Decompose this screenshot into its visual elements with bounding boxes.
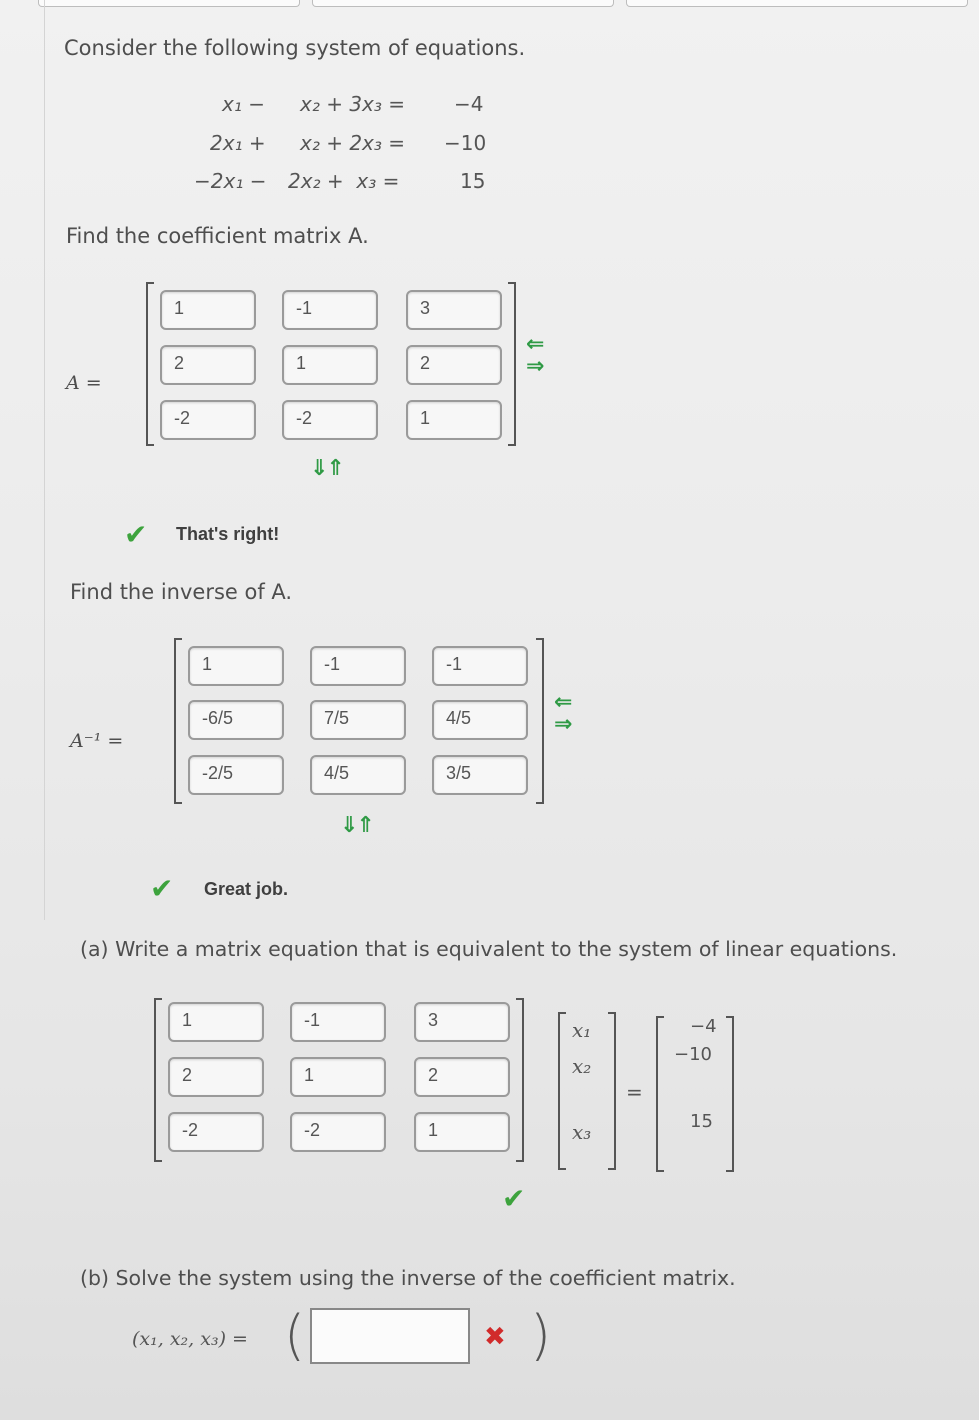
matrix-a-cell-1-1[interactable]: 1 — [160, 290, 256, 330]
matrix-ainv-cell-2-1[interactable]: -6/5 — [188, 700, 284, 740]
eq3-rhs: 15 — [460, 169, 486, 193]
matrix-a-col-resize-icon[interactable]: ⇓⇑ — [310, 456, 343, 481]
find-coefficient-prompt: Find the coefficient matrix A. — [66, 224, 369, 248]
var-x2: x₂ — [572, 1054, 592, 1078]
var-x3: x₃ — [572, 1120, 592, 1144]
matrix-ainv-right-bracket — [536, 638, 544, 804]
matrix-eq-cell-2-3[interactable]: 2 — [414, 1057, 510, 1097]
matrix-a-cell-1-3[interactable]: 3 — [406, 290, 502, 330]
eq2-rhs: −10 — [444, 131, 487, 155]
equals-sign: = — [626, 1080, 643, 1104]
top-tab-middle — [312, 0, 614, 7]
matrix-a-cell-1-2[interactable]: -1 — [282, 290, 378, 330]
check-icon: ✔ — [502, 1182, 526, 1215]
matrix-eq-cell-3-3[interactable]: 1 — [414, 1112, 510, 1152]
intro-text: Consider the following system of equations. — [64, 36, 526, 60]
top-tab-right — [626, 0, 968, 7]
feedback-correct-a: That's right! — [176, 524, 280, 544]
matrix-a-cell-2-1[interactable]: 2 — [160, 345, 256, 385]
matrix-a-cell-3-2[interactable]: -2 — [282, 400, 378, 440]
eq1-left: x₁ − — [222, 92, 265, 116]
rhs-vector-right-bracket — [726, 1016, 734, 1172]
solution-input[interactable] — [310, 1308, 470, 1364]
feedback-correct-ainv: Great job. — [204, 879, 289, 899]
matrix-ainv-cell-1-1[interactable]: 1 — [188, 646, 284, 686]
matrix-a-left-bracket — [146, 282, 154, 446]
matrix-ainv-cell-2-3[interactable]: 4/5 — [432, 700, 528, 740]
matrix-eq-left-bracket — [154, 998, 162, 1162]
matrix-ainv-cell-2-2[interactable]: 7/5 — [310, 700, 406, 740]
matrix-ainv-cell-1-3[interactable]: -1 — [432, 646, 528, 686]
x-mark-icon: ✖ — [484, 1322, 506, 1352]
matrix-eq-cell-1-1[interactable]: 1 — [168, 1002, 264, 1042]
matrix-ainv-cell-3-2[interactable]: 4/5 — [310, 755, 406, 795]
matrix-a-cell-2-2[interactable]: 1 — [282, 345, 378, 385]
matrix-a-cell-3-3[interactable]: 1 — [406, 400, 502, 440]
solution-label: (x₁, x₂, x₃) = — [132, 1328, 248, 1350]
matrix-ainv-label: A⁻¹ = — [70, 730, 124, 752]
matrix-a-cell-2-3[interactable]: 2 — [406, 345, 502, 385]
matrix-a-row-resize-icon[interactable]: ⇐ ⇒ — [526, 332, 543, 379]
var-vector-right-bracket — [608, 1012, 616, 1170]
matrix-eq-cell-1-2[interactable]: -1 — [290, 1002, 386, 1042]
rhs-value-3: 15 — [690, 1111, 713, 1132]
matrix-eq-cell-1-3[interactable]: 3 — [414, 1002, 510, 1042]
var-x1: x₁ — [572, 1018, 592, 1042]
eq1-mid: x₂ + 3x₃ = — [300, 92, 406, 116]
matrix-ainv-col-resize-icon[interactable]: ⇓⇑ — [340, 813, 373, 838]
rhs-value-2: −10 — [674, 1044, 712, 1065]
check-icon: ✔ — [124, 518, 148, 551]
matrix-ainv-cell-3-3[interactable]: 3/5 — [432, 755, 528, 795]
solution-close-paren: ) — [530, 1304, 552, 1367]
eq3-mid: 2x₂ + x₃ = — [288, 169, 400, 193]
eq2-left: 2x₁ + — [210, 131, 266, 155]
solution-open-paren: ( — [284, 1304, 306, 1367]
part-a-prompt: (a) Write a matrix equation that is equivalent to the system of linear equations. — [80, 937, 898, 961]
find-inverse-prompt: Find the inverse of A. — [70, 580, 293, 604]
top-tab-left — [38, 0, 300, 7]
matrix-ainv-cell-3-1[interactable]: -2/5 — [188, 755, 284, 795]
part-b-prompt: (b) Solve the system using the inverse of the coefficient matrix. — [80, 1266, 736, 1290]
eq3-left: −2x₁ − — [194, 169, 267, 193]
matrix-eq-cell-2-2[interactable]: 1 — [290, 1057, 386, 1097]
rhs-vector-left-bracket — [656, 1016, 664, 1172]
matrix-a-cell-3-1[interactable]: -2 — [160, 400, 256, 440]
matrix-ainv-cell-1-2[interactable]: -1 — [310, 646, 406, 686]
matrix-eq-right-bracket — [516, 998, 524, 1162]
eq2-mid: x₂ + 2x₃ = — [300, 131, 406, 155]
var-vector-left-bracket — [558, 1012, 566, 1170]
eq1-rhs: −4 — [454, 92, 484, 116]
matrix-ainv-row-resize-icon[interactable]: ⇐ ⇒ — [554, 690, 571, 737]
matrix-ainv-left-bracket — [174, 638, 182, 804]
matrix-eq-cell-3-2[interactable]: -2 — [290, 1112, 386, 1152]
matrix-eq-cell-3-1[interactable]: -2 — [168, 1112, 264, 1152]
matrix-eq-cell-2-1[interactable]: 2 — [168, 1057, 264, 1097]
panel-border — [44, 0, 45, 920]
matrix-a-right-bracket — [508, 282, 516, 446]
check-icon: ✔ — [150, 872, 174, 905]
rhs-value-1: −4 — [690, 1016, 717, 1037]
matrix-a-label: A = — [66, 372, 102, 394]
